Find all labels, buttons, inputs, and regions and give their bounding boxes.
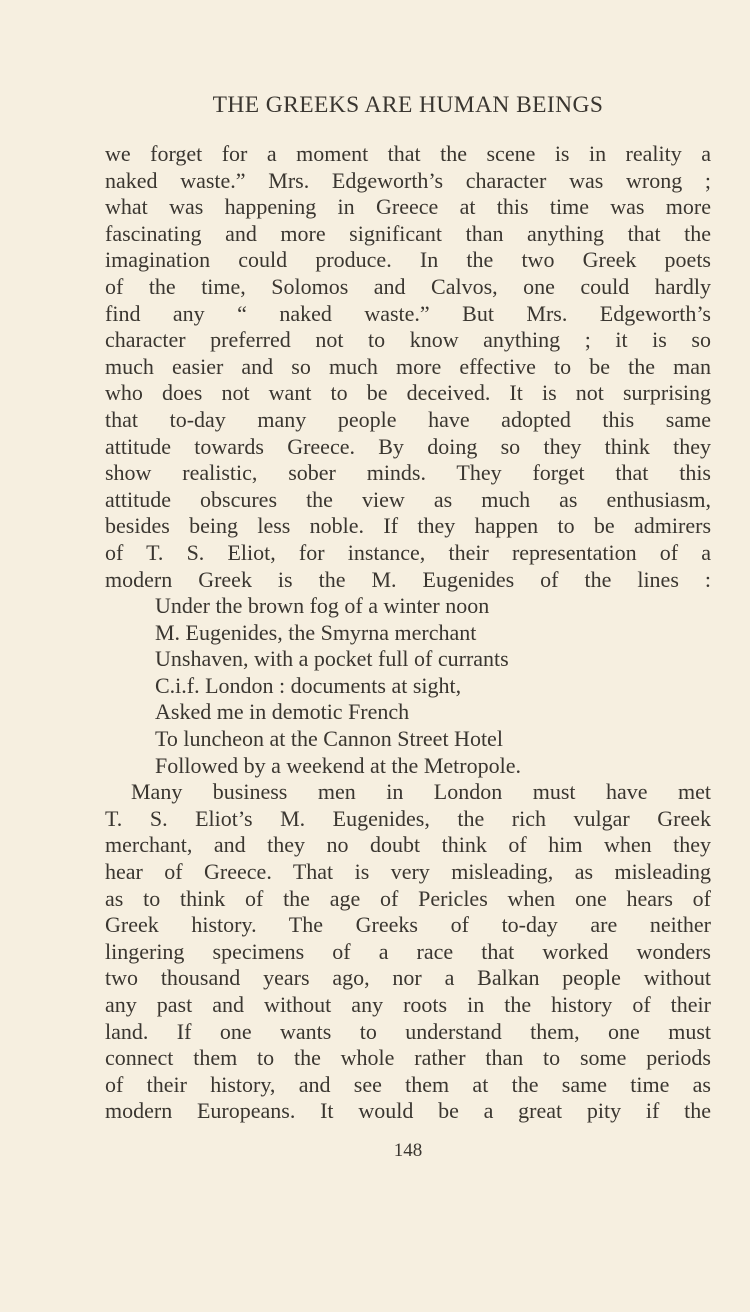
text-line: of the time, Solomos and Calvos, one could hardly: [105, 273, 711, 299]
text-line: imagination could produce. In the two Greek poets: [105, 247, 711, 273]
text-line: fascinating and more significant than anything that the: [105, 220, 711, 246]
text-line: as to think of the age of Pericles when one hears of: [105, 885, 711, 911]
body-text: [105, 141, 711, 1125]
text-line: merchant, and they no doubt think of him when they: [105, 832, 711, 858]
text-line: what was happening in Greece at this time was more: [105, 194, 711, 220]
text-line: lingering specimens of a race that worked wonders: [105, 938, 711, 964]
text-line: Greek history. The Greeks of to-day are neither: [105, 912, 711, 938]
verse-line: Asked me in demotic French: [155, 699, 410, 725]
text-line: T. S. Eliot’s M. Eugenides, the rich vulgar Greek: [105, 805, 711, 831]
text-line: modern Greek is the M. Eugenides of the lines :: [105, 566, 711, 592]
verse-line: Under the brown fog of a winter noon: [155, 593, 490, 619]
verse-line: Unshaven, with a pocket full of currants: [155, 646, 509, 672]
text-line: any past and without any roots in the history of their: [105, 992, 711, 1017]
text-line: we forget for a moment that the scene is in reality a: [105, 141, 711, 166]
text-line: of T. S. Eliot, for instance, their representation of a: [105, 539, 711, 565]
running-head: THE GREEKS ARE HUMAN BEINGS: [212, 92, 604, 118]
text-line: much easier and so much more effective to be the man: [105, 353, 711, 379]
verse-line: C.i.f. London : documents at sight,: [155, 672, 462, 698]
page-number: 148: [393, 1140, 423, 1161]
text-line: Many business men in London must have met: [131, 779, 711, 805]
text-line: connect them to the whole rather than to some periods: [105, 1045, 711, 1071]
verse-line: M. Eugenides, the Smyrna merchant: [155, 619, 477, 645]
text-line: that to-day many people have adopted this same: [105, 406, 711, 432]
text-line: two thousand years ago, nor a Balkan people without: [105, 965, 711, 991]
text-line: modern Europeans. It would be a great pity if the: [105, 1098, 711, 1124]
text-line: hear of Greece. That is very misleading, as misleading: [105, 859, 711, 885]
verse-line: To luncheon at the Cannon Street Hotel: [155, 726, 503, 752]
text-line: besides being less noble. If they happen to be admirers: [105, 513, 711, 539]
text-line: land. If one wants to understand them, one must: [105, 1018, 711, 1044]
text-line: of their history, and see them at the same time as: [105, 1071, 711, 1097]
verse-line: Followed by a weekend at the Metropole.: [155, 752, 521, 778]
text-line: naked waste.” Mrs. Edgeworth’s character was wrong ;: [105, 167, 711, 193]
text-line: character preferred not to know anything ; it is so: [105, 327, 711, 353]
text-line: find any “ naked waste.” But Mrs. Edgeworth’s: [105, 300, 711, 326]
text-line: attitude towards Greece. By doing so they think they: [105, 433, 711, 459]
text-line: show realistic, sober minds. They forget that this: [105, 460, 711, 486]
text-line: who does not want to be deceived. It is not surprising: [105, 380, 711, 406]
text-line: attitude obscures the view as much as enthusiasm,: [105, 486, 711, 512]
